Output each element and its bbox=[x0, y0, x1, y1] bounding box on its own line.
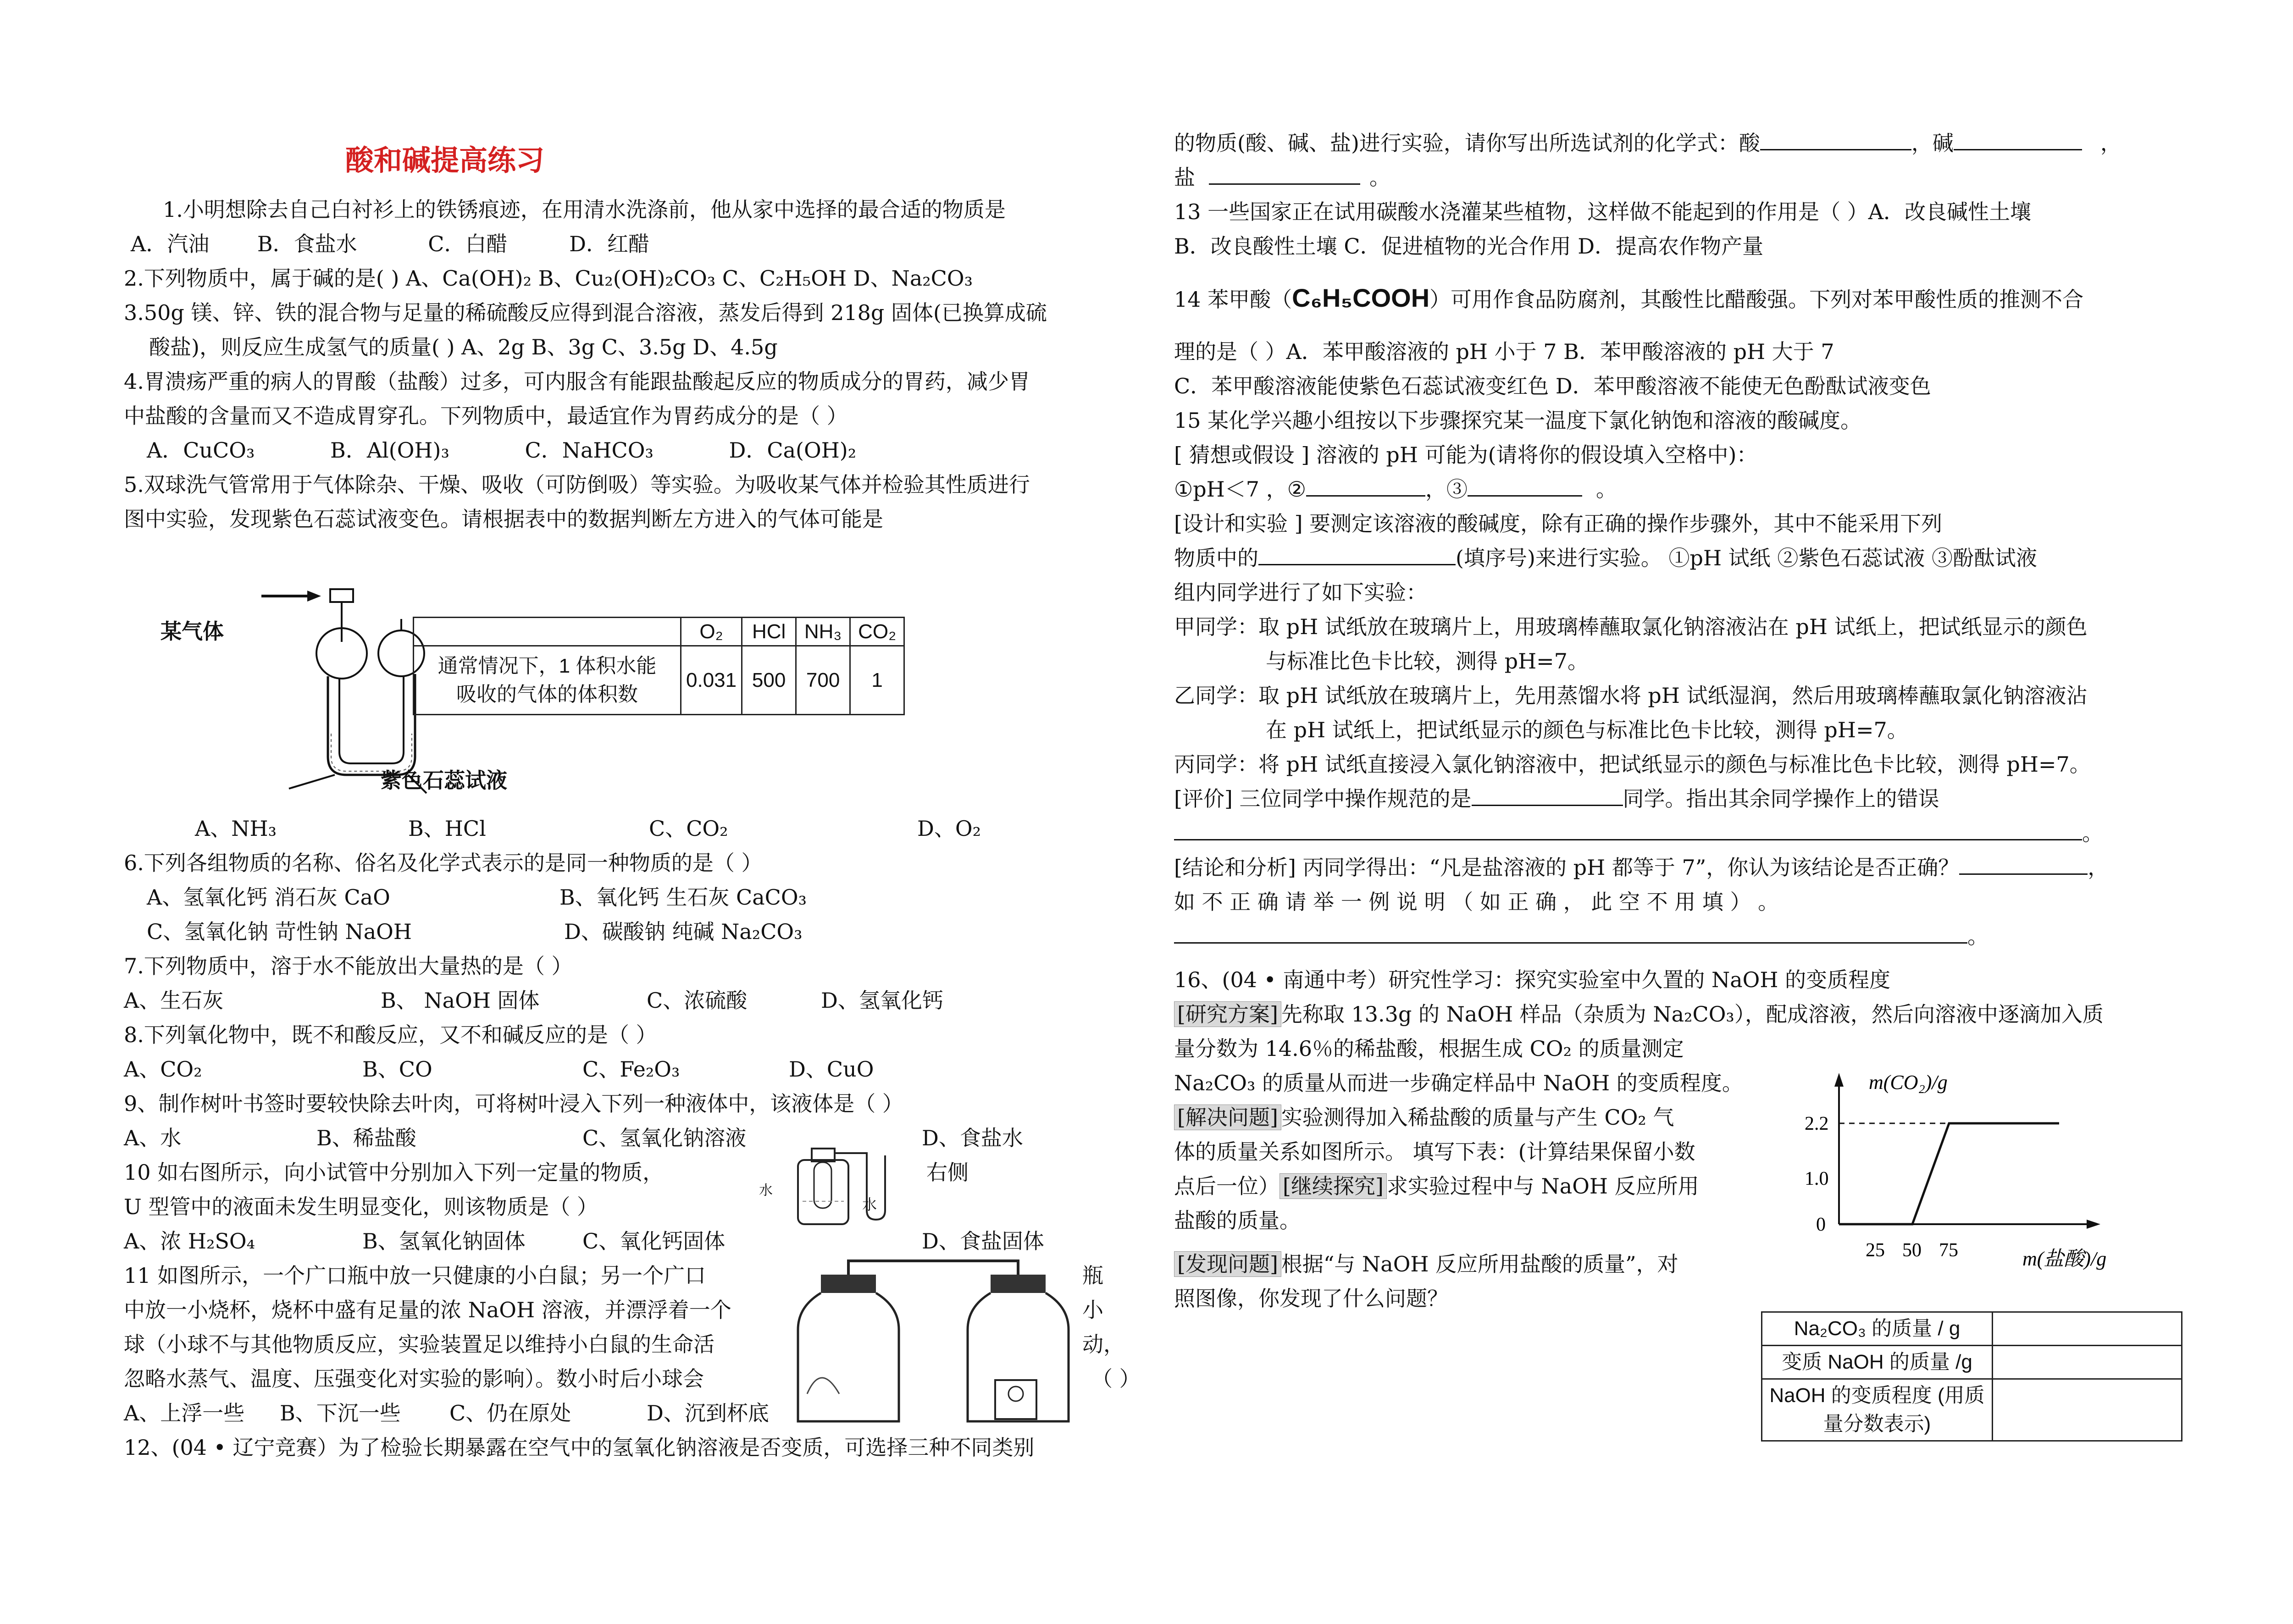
q15-hypothesis-blanks: ①pH＜7 ，② ，③ 。 bbox=[1174, 477, 1617, 502]
q6-text: 6.下列各组物质的名称、俗名及化学式表示的是同一种物质的是（ ） bbox=[124, 851, 763, 875]
q13-line2: B．改良酸性土壤 C．促进植物的光合作用 D．提高农作物产量 bbox=[1174, 234, 1764, 259]
q15-evaluation-answer-line: 。 bbox=[1174, 818, 2103, 848]
q11-line3: 球（小球不与其他物质反应，实验装置足以维持小白鼠的生命活 bbox=[124, 1332, 714, 1357]
q15-error-blank[interactable] bbox=[1174, 821, 2082, 840]
gas-table-row-label: 通常情况下，1 体积水能吸收的气体的体积数 bbox=[414, 646, 681, 715]
y-tick-0: 0 bbox=[1816, 1214, 1826, 1235]
q16-solve-line3: 点后一位） [继续探究] 求实验过程中与 NaOH 反应所用 bbox=[1174, 1174, 1699, 1199]
q9-option-c: C、氢氧化钠溶液 bbox=[582, 1126, 747, 1150]
q10-line2: U 型管中的液面未发生明显变化，则该物质是（ ） bbox=[124, 1194, 598, 1219]
q15-intro: 15 某化学兴趣小组按以下步骤探究某一温度下氯化钠饱和溶液的酸碱度。 bbox=[1174, 408, 1862, 433]
q15-student-jia-line2: 与标准比色卡比较，测得 pH=7。 bbox=[1266, 649, 1589, 674]
result-row-degree-label: NaOH 的变质程度 (用质量分数表示) bbox=[1762, 1379, 1993, 1441]
q13-line1: 13 一些国家正在试用碳酸水浇灌某些植物，这样做不能起到的作用是（ ）A．改良碱性土壤 bbox=[1174, 199, 2031, 224]
q15-hyp-blank-2[interactable] bbox=[1306, 477, 1425, 497]
q15-conclusion-answer-line: 。 bbox=[1174, 922, 1988, 951]
co2-chart bbox=[1784, 1068, 2114, 1279]
q15-conclusion-blank[interactable] bbox=[1959, 855, 2088, 875]
q8-option-c: C、Fe₂O₃ bbox=[582, 1057, 680, 1082]
q16-title: 16、(04 • 南通中考）研究性学习：探究实验室中久置的 NaOH 的变质程度 bbox=[1174, 967, 1891, 992]
q14-line1: 14 苯甲酸（C₆H₅COOH）可用作食品防腐剂，其酸性比醋酸强。下列对苯甲酸性质的推测不合 bbox=[1174, 283, 2084, 312]
y-axis-label: m(CO₂)/g bbox=[1869, 1071, 1948, 1094]
q12-base-blank[interactable] bbox=[1954, 131, 2082, 150]
q16-plan: [研究方案] 先称取 13.3g 的 NaOH 样品（杂质为 Na₂CO₃），配成溶液，然后向溶液中逐滴加入质 bbox=[1174, 1000, 2104, 1029]
q9-option-a: A、水 bbox=[124, 1126, 182, 1150]
result-row-naoh-mass-label: 变质 NaOH 的质量 /g bbox=[1762, 1346, 1993, 1379]
q10-line1: 10 如右图所示，向小试管中分别加入下列一定量的物质， bbox=[124, 1160, 664, 1185]
q15-student-yi-line2: 在 pH 试纸上，把试纸显示的颜色与标准比色卡比较，测得 pH=7。 bbox=[1266, 718, 1908, 742]
q11-line3-right: 动， bbox=[1082, 1332, 1124, 1357]
q11-line1-right: 瓶 bbox=[1082, 1263, 1103, 1288]
q4-line1: 4.胃溃疡严重的病人的胃酸（盐酸）过多，可内服含有能跟盐酸起反应的物质成分的胃药，减少胃 bbox=[124, 369, 1030, 394]
benzoic-acid-formula: C₆H₅COOH bbox=[1292, 283, 1430, 312]
q12-line3: 盐 。 bbox=[1174, 165, 1390, 190]
q12-line1: 12、(04 • 辽宁竞赛）为了检验长期暴露在空气中的氢氧化钠溶液是否变质，可选择三种不同类别 bbox=[124, 1435, 1035, 1460]
u-tube-water-label-right: 水 bbox=[862, 1196, 877, 1213]
q6-option-c: C、氢氧化钠 苛性钠 NaOH bbox=[147, 919, 412, 944]
q11-line1: 11 如图所示，一个广口瓶中放一只健康的小白鼠；另一个广口 bbox=[124, 1263, 706, 1288]
litmus-label: 紫色石蕊试液 bbox=[381, 768, 507, 793]
u-tube-water-label-left: 水 bbox=[759, 1182, 773, 1199]
q12-salt-blank[interactable] bbox=[1209, 165, 1360, 185]
q1-options: A．汽油 B．食盐水 C．白醋 D．红醋 bbox=[131, 232, 650, 256]
q6-option-a: A、氢氧化钙 消石灰 CaO bbox=[147, 885, 390, 910]
q7-option-b: B、 NaOH 固体 bbox=[381, 988, 540, 1013]
q15-example-blank[interactable] bbox=[1174, 924, 1967, 944]
x-tick-50: 50 bbox=[1902, 1240, 1922, 1261]
find-problem-tag: [发现问题] bbox=[1174, 1251, 1281, 1277]
q8-option-a: A、CO₂ bbox=[124, 1057, 202, 1082]
result-cell-naoh-mass[interactable] bbox=[1993, 1346, 2182, 1379]
q15-student-yi-line1: 乙同学：取 pH 试纸放在玻璃片上，先用蒸馏水将 pH 试纸湿润，然后用玻璃棒蘸取氯化钠溶液沾 bbox=[1174, 683, 2088, 708]
q3-line2: 酸盐)，则反应生成氢气的质量( ) A、2g B、3g C、3.5g D、4.5g bbox=[149, 335, 778, 359]
q15-student-bing: 丙同学：将 pH 试纸直接浸入氯化钠溶液中，把试纸显示的颜色与标准比色卡比较，测得 pH=7。 bbox=[1174, 752, 2091, 777]
q11-option-b: B、下沉一些 bbox=[280, 1401, 401, 1425]
q15-hyp-blank-3[interactable] bbox=[1468, 477, 1582, 497]
y-axis-arrow bbox=[1834, 1073, 1844, 1087]
y-tick-2: 2.2 bbox=[1805, 1113, 1829, 1134]
x-tick-25: 25 bbox=[1866, 1240, 1885, 1261]
q4-options: A．CuCO₃ B．Al(OH)₃ C．NaHCO₃ D．Ca(OH)₂ bbox=[147, 438, 857, 463]
q8-option-d: D、CuO bbox=[789, 1057, 874, 1082]
q15-design: [设计和实验 ] 要测定该溶液的酸碱度，除有正确的操作步骤外，其中不能采用下列 bbox=[1174, 511, 1943, 536]
q11-option-a: A、上浮一些 bbox=[124, 1401, 245, 1425]
q12-acid-blank[interactable] bbox=[1760, 131, 1911, 150]
q7-option-c: C、浓硫酸 bbox=[647, 988, 748, 1013]
q10-line1-right: 右侧 bbox=[926, 1160, 969, 1185]
q15-design-blank[interactable] bbox=[1258, 546, 1456, 565]
q10-option-d: D、食盐固体 bbox=[922, 1229, 1044, 1254]
q14-line3: C．苯甲酸溶液能使紫色石蕊试液变红色 D．苯甲酸溶液不能使无色酚酞试液变色 bbox=[1174, 374, 1931, 398]
q16-plan-line2: 量分数为 14.6％的稀盐酸，根据生成 CO₂ 的质量测定 bbox=[1174, 1036, 1684, 1061]
q15-evaluation: [评价] 三位同学中操作规范的是 同学。指出其余同学操作上的错误 bbox=[1174, 786, 1939, 811]
q4-line2: 中盐酸的含量而又不造成胃穿孔。下列物质中，最适宜作为胃药成分的是（ ） bbox=[124, 403, 848, 428]
continue-explore-tag: [继续探究] bbox=[1279, 1173, 1387, 1199]
q16-solve-line4: 盐酸的质量。 bbox=[1174, 1208, 1301, 1233]
q6-option-b: B、氧化钙 生石灰 CaCO₃ bbox=[559, 885, 807, 910]
q11-line2-right: 小 bbox=[1082, 1298, 1103, 1322]
q5-option-b: B、HCl bbox=[408, 816, 486, 841]
q9-option-d: D、食盐水 bbox=[922, 1126, 1023, 1150]
q15-student-jia-line1: 甲同学：取 pH 试纸放在玻璃片上，用玻璃棒蘸取氯化钠溶液沾在 pH 试纸上，把试纸显示的颜色 bbox=[1174, 614, 2088, 639]
q3-line1: 3.50g 镁、锌、铁的混合物与足量的稀硫酸反应得到混合溶液，蒸发后得到 218g 固体(已换算成硫 bbox=[124, 300, 1047, 325]
research-plan-tag: [研究方案] bbox=[1174, 1001, 1281, 1027]
x-axis-label: m(盐酸)/g bbox=[2022, 1248, 2107, 1270]
q16-find: [发现问题] 根据“与 NaOH 反应所用盐酸的质量”，对 bbox=[1174, 1249, 1678, 1279]
gas-solubility-table: O₂ HCl NH₃ CO₂ 通常情况下，1 体积水能吸收的气体的体积数 0.031 500 700 1 bbox=[413, 617, 905, 715]
q11-line4-right: （ ） bbox=[1091, 1366, 1141, 1391]
q6-option-d: D、碳酸钠 纯碱 Na₂CO₃ bbox=[564, 919, 803, 944]
co2-series-line bbox=[1839, 1123, 2059, 1224]
q9-option-b: B、稀盐酸 bbox=[316, 1126, 416, 1150]
q12-line2: 的物质(酸、碱、盐)进行实验，请你写出所选试剂的化学式：酸 ，碱 ， bbox=[1174, 131, 2121, 155]
q5-line1: 5.双球洗气管常用于气体除杂、干燥、吸收（可防倒吸）等实验。为吸收某气体并检验其性质进行 bbox=[124, 472, 1030, 497]
result-cell-degree[interactable] bbox=[1993, 1379, 2182, 1441]
page-title: 酸和碱提高练习 bbox=[345, 144, 544, 177]
q11-option-d: D、沉到杯底 bbox=[647, 1401, 769, 1425]
q5-option-d: D、O₂ bbox=[917, 816, 981, 841]
solve-problem-tag: [解决问题] bbox=[1174, 1105, 1281, 1130]
q16-solve: [解决问题] 实验测得加入稀盐酸的质量与产生 CO₂ 气 bbox=[1174, 1103, 1674, 1132]
u-tube-figure bbox=[761, 1128, 908, 1233]
q16-solve-line2: 体的质量关系如图所示。 填写下表：(计算结果保留小数 bbox=[1174, 1139, 1695, 1164]
q10-option-a: A、浓 H₂SO₄ bbox=[124, 1229, 255, 1254]
q9-text: 9、制作树叶书签时要较快除去叶肉，可将树叶浸入下列一种液体中，该液体是（ ） bbox=[124, 1091, 903, 1116]
q14-line2: 理的是（ ）A．苯甲酸溶液的 pH 小于 7 B．苯甲酸溶液的 pH 大于 7 bbox=[1174, 339, 1834, 364]
q16-plan-line3: Na₂CO₃ 的质量从而进一步确定样品中 NaOH 的变质程度。 bbox=[1174, 1071, 1743, 1095]
q8-option-b: B、CO bbox=[362, 1057, 432, 1082]
q11-option-c: C、仍在原处 bbox=[449, 1401, 571, 1425]
q7-text: 7.下列物质中，溶于水不能放出大量热的是（ ） bbox=[124, 954, 573, 978]
q11-line4: 忽略水蒸气、温度、压强变化对实验的影响）。数小时后小球会 bbox=[124, 1366, 704, 1391]
x-axis-arrow bbox=[2087, 1220, 2100, 1229]
q11-line2: 中放一小烧杯，烧杯中盛有足量的浓 NaOH 溶液，并漂浮着一个 bbox=[124, 1298, 731, 1322]
q15-conclusion-line2: 如 不 正 确 请 举 一 例 说 明 （ 如 正 确 ， 此 空 不 用 填 ） 。 bbox=[1174, 889, 1779, 914]
q16-find-line2: 照图像，你发现了什么问题？ bbox=[1174, 1286, 1448, 1311]
q5-option-c: C、CO₂ bbox=[649, 816, 728, 841]
q15-conclusion: [结论和分析] 丙同学得出：“凡是盐溶液的 pH 都等于 7”，你认为该结论是否正确？ ， bbox=[1174, 855, 2109, 880]
q10-option-c: C、氧化钙固体 bbox=[582, 1229, 726, 1254]
q10-option-b: B、氢氧化钠固体 bbox=[362, 1229, 526, 1254]
q5-option-a: A、NH₃ bbox=[195, 816, 277, 841]
x-tick-75: 75 bbox=[1939, 1240, 1958, 1261]
two-bottles-figure bbox=[789, 1256, 1073, 1431]
q15-hypothesis: [ 猜想或假设 ] 溶液的 pH 可能为(请将你的假设填入空格中)： bbox=[1174, 442, 1758, 467]
q2-text: 2.下列物质中，属于碱的是( ) A、Ca(OH)₂ B、Cu₂(OH)₂CO₃ C、C₂H₅OH D、Na₂CO₃ bbox=[124, 266, 973, 291]
q15-eval-blank[interactable] bbox=[1472, 786, 1623, 806]
gas-label: 某气体 bbox=[161, 619, 224, 644]
y-tick-1: 1.0 bbox=[1805, 1168, 1829, 1189]
q8-text: 8.下列氧化物中，既不和酸反应，又不和碱反应的是（ ） bbox=[124, 1022, 657, 1047]
result-cell-na2co3[interactable] bbox=[1993, 1312, 2182, 1346]
result-table bbox=[1761, 1311, 2182, 1442]
q7-option-d: D、氢氧化钙 bbox=[821, 988, 943, 1013]
q15-design-line2: 物质中的 (填序号)来进行实验。 ①pH 试纸 ②紫色石蕊试液 ③酚酞试液 bbox=[1174, 546, 2037, 570]
q5-line2: 图中实验，发现紫色石蕊试液变色。请根据表中的数据判断左方进入的气体可能是 bbox=[124, 507, 883, 531]
q1-text: 1.小明想除去自己白衬衫上的铁锈痕迹，在用清水洗涤前，他从家中选择的最合适的物质是 bbox=[163, 197, 1006, 222]
q7-option-a: A、生石灰 bbox=[124, 988, 224, 1013]
result-row-na2co3-label: Na₂CO₃ 的质量 / g bbox=[1762, 1312, 1993, 1346]
q15-group: 组内同学进行了如下实验： bbox=[1174, 580, 1427, 605]
